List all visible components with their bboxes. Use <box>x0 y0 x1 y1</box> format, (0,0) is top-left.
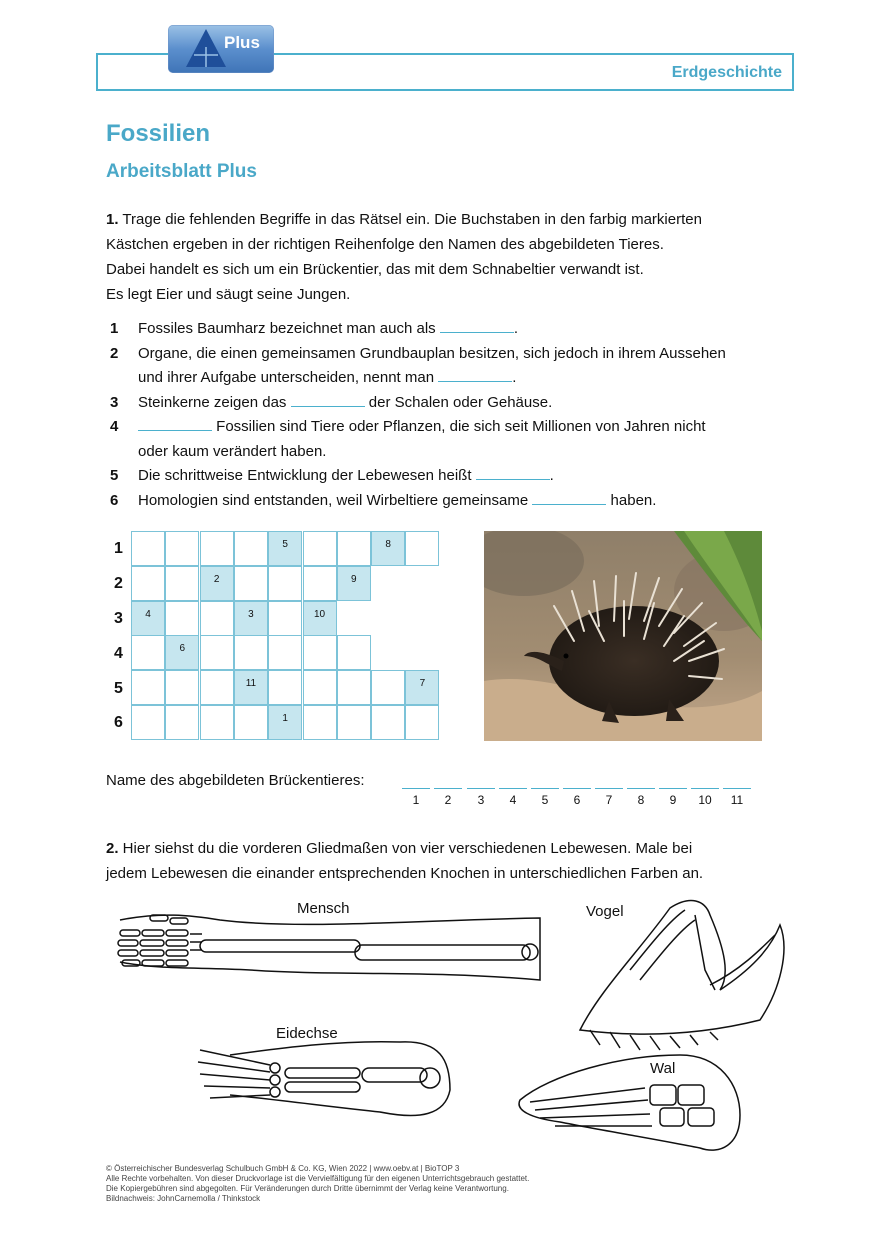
crossword-cell[interactable]: 9 <box>337 566 371 601</box>
task1-number: 1. <box>106 211 119 228</box>
crossword-cell[interactable] <box>131 531 165 566</box>
crossword-cell[interactable] <box>165 531 199 566</box>
animal-name-label: Name des abgebildeten Brückentieres: <box>106 772 365 789</box>
crossword-cell[interactable] <box>234 566 268 601</box>
row-label: 5 <box>114 680 123 697</box>
question-item: 1 Fossiles Baumharz bezeichnet man auch als . <box>110 320 518 337</box>
answer-blank[interactable] <box>440 318 514 333</box>
answer-blank[interactable] <box>438 367 512 382</box>
crossword-cell[interactable] <box>131 566 165 601</box>
answer-blank[interactable] <box>138 416 212 431</box>
crossword-cell[interactable]: 3 <box>234 601 268 636</box>
row-label: 6 <box>114 714 123 731</box>
question-item: 5 Die schrittweise Entwicklung der Lebewesen heißt . <box>110 467 554 484</box>
letter-slot[interactable] <box>499 788 527 789</box>
crossword-cell[interactable] <box>405 705 439 740</box>
bird-wing-drawing <box>580 901 784 1050</box>
crossword-cell[interactable]: 2 <box>200 566 234 601</box>
answer-blank[interactable] <box>291 392 365 407</box>
slot-number: 4 <box>509 793 517 807</box>
crossword-cell[interactable] <box>131 635 165 670</box>
letter-slot[interactable] <box>402 788 430 789</box>
crossword-cell[interactable]: 1 <box>268 705 302 740</box>
crossword-cell[interactable] <box>337 635 371 670</box>
crossword-cell[interactable] <box>303 670 337 705</box>
crossword-cell[interactable] <box>200 635 234 670</box>
whale-flipper-drawing <box>519 1055 740 1150</box>
crossword-cell[interactable] <box>268 670 302 705</box>
crossword-cell[interactable] <box>337 670 371 705</box>
slot-number: 3 <box>477 793 485 807</box>
letter-slot[interactable] <box>627 788 655 789</box>
crossword-cell[interactable]: 8 <box>371 531 405 566</box>
question-list <box>110 317 800 513</box>
crossword-cell[interactable] <box>234 705 268 740</box>
crossword-cell[interactable] <box>200 705 234 740</box>
question-item: 2 Organe, die einen gemeinsamen Grundbauplan besitzen, sich jedoch in ihrem Aussehen und ihrer Aufgabe unterscheiden, nennt man . <box>110 344 726 386</box>
task2-text: 2. Hier siehst du die vorderen Gliedmaßen von vier verschiedenen Lebewesen. Male bei jedem Lebewesen die einander entsprechenden Knochen in unterschiedlichen Farben an. <box>106 840 704 882</box>
lizard-arm-drawing <box>198 1042 450 1116</box>
slot-number: 6 <box>573 793 581 807</box>
question-item: 4 Fossilien sind Tiere oder Pflanzen, die sich seit Millionen von Jahren nicht oder kaum verändert haben. <box>110 418 706 460</box>
intro-line: Es legt Eier und säugt seine Jungen. <box>106 286 351 303</box>
crossword-cell[interactable]: 11 <box>234 670 268 705</box>
crossword-cell[interactable]: 7 <box>405 670 439 705</box>
crossword-cell[interactable] <box>303 635 337 670</box>
label-human: Mensch <box>297 900 350 917</box>
crossword-cell[interactable] <box>165 670 199 705</box>
label-whale: Wal <box>650 1060 676 1077</box>
letter-slot[interactable] <box>723 788 751 789</box>
logo-text: Plus <box>224 33 260 52</box>
slot-number: 11 <box>730 793 744 807</box>
crossword-cell[interactable] <box>371 670 405 705</box>
footer: © Österreichischer Bundesverlag Schulbuch GmbH & Co. KG, Wien 2022 | www.oebv.at | BioTOP 3 Alle Rechte vorbehalten. Von dieser Druckvorlage ist die Vervielfältigung für den eigenen Unterrichtsgebrauch gestattet. Die Kopiergebühren sind abgegolten. Für Veränderungen durch Dritte übernimmt der Verlag keine Verantwortung. Bildnachweis: JohnCarnemolla / Thinkstock <box>106 1164 530 1203</box>
crossword-cell[interactable] <box>405 531 439 566</box>
intro-line: Kästchen ergeben in der richtigen Reihenfolge den Namen des abgebildeten Tieres. <box>106 236 664 253</box>
crossword-cell[interactable]: 4 <box>131 601 165 636</box>
task1-intro <box>106 207 796 307</box>
crossword-cell[interactable] <box>131 705 165 740</box>
crossword-cell[interactable] <box>200 601 234 636</box>
crossword-cell[interactable] <box>337 531 371 566</box>
row-label: 1 <box>114 540 123 557</box>
crossword-cell[interactable] <box>165 566 199 601</box>
slot-number: 2 <box>444 793 452 807</box>
crossword-cell[interactable] <box>234 531 268 566</box>
crossword-cell[interactable]: 6 <box>165 635 199 670</box>
limb-drawings <box>100 890 790 1160</box>
crossword-cell[interactable]: 5 <box>268 531 302 566</box>
letter-slot[interactable] <box>467 788 495 789</box>
crossword-cell[interactable] <box>165 601 199 636</box>
crossword-cell[interactable] <box>200 531 234 566</box>
crossword-cell[interactable] <box>337 705 371 740</box>
slot-number: 5 <box>541 793 549 807</box>
crossword-cell[interactable]: 10 <box>303 601 337 636</box>
crossword-cell[interactable] <box>268 566 302 601</box>
row-label: 2 <box>114 575 123 592</box>
page-title: Fossilien <box>106 120 211 147</box>
answer-blank[interactable] <box>532 490 606 505</box>
slot-number: 7 <box>605 793 613 807</box>
slot-number: 8 <box>637 793 645 807</box>
intro-line: Trage die fehlenden Begriffe in das Rätsel ein. Die Buchstaben in den farbig markierten <box>118 211 702 228</box>
letter-slot[interactable] <box>531 788 559 789</box>
crossword-cell[interactable] <box>268 601 302 636</box>
question-item: 6 Homologien sind entstanden, weil Wirbeltiere gemeinsame haben. <box>110 491 657 509</box>
slot-number: 10 <box>698 793 712 807</box>
letter-slot[interactable] <box>691 788 719 789</box>
row-label: 3 <box>114 610 123 627</box>
crossword-cell[interactable] <box>303 531 337 566</box>
letter-slot[interactable] <box>434 788 462 789</box>
human-arm-drawing <box>118 915 540 980</box>
intro-line: Dabei handelt es sich um ein Brückentier, das mit dem Schnabeltier verwandt ist. <box>106 261 644 278</box>
slot-number: 1 <box>412 793 420 807</box>
crossword-cell[interactable] <box>234 635 268 670</box>
crossword-cell[interactable] <box>303 705 337 740</box>
page-subtitle: Arbeitsblatt Plus <box>106 161 257 182</box>
echidna-photo <box>484 531 762 741</box>
row-label: 4 <box>114 645 123 662</box>
crossword-cell[interactable] <box>268 635 302 670</box>
label-lizard: Eidechse <box>276 1025 338 1042</box>
letter-slot[interactable] <box>595 788 623 789</box>
letter-slot[interactable] <box>659 788 687 789</box>
question-item: 3 Steinkerne zeigen das der Schalen oder Gehäuse. <box>110 393 553 411</box>
crossword-cell[interactable] <box>165 705 199 740</box>
label-bird: Vogel <box>586 903 624 920</box>
slot-number: 9 <box>669 793 677 807</box>
answer-blank[interactable] <box>476 465 550 480</box>
chapter-label: Erdgeschichte <box>671 64 782 81</box>
letter-slot[interactable] <box>563 788 591 789</box>
crossword-cell[interactable] <box>371 705 405 740</box>
crossword-cell[interactable] <box>131 670 165 705</box>
task2-number: 2. <box>106 840 119 857</box>
crossword-cell[interactable] <box>303 566 337 601</box>
crossword-cell[interactable] <box>200 670 234 705</box>
